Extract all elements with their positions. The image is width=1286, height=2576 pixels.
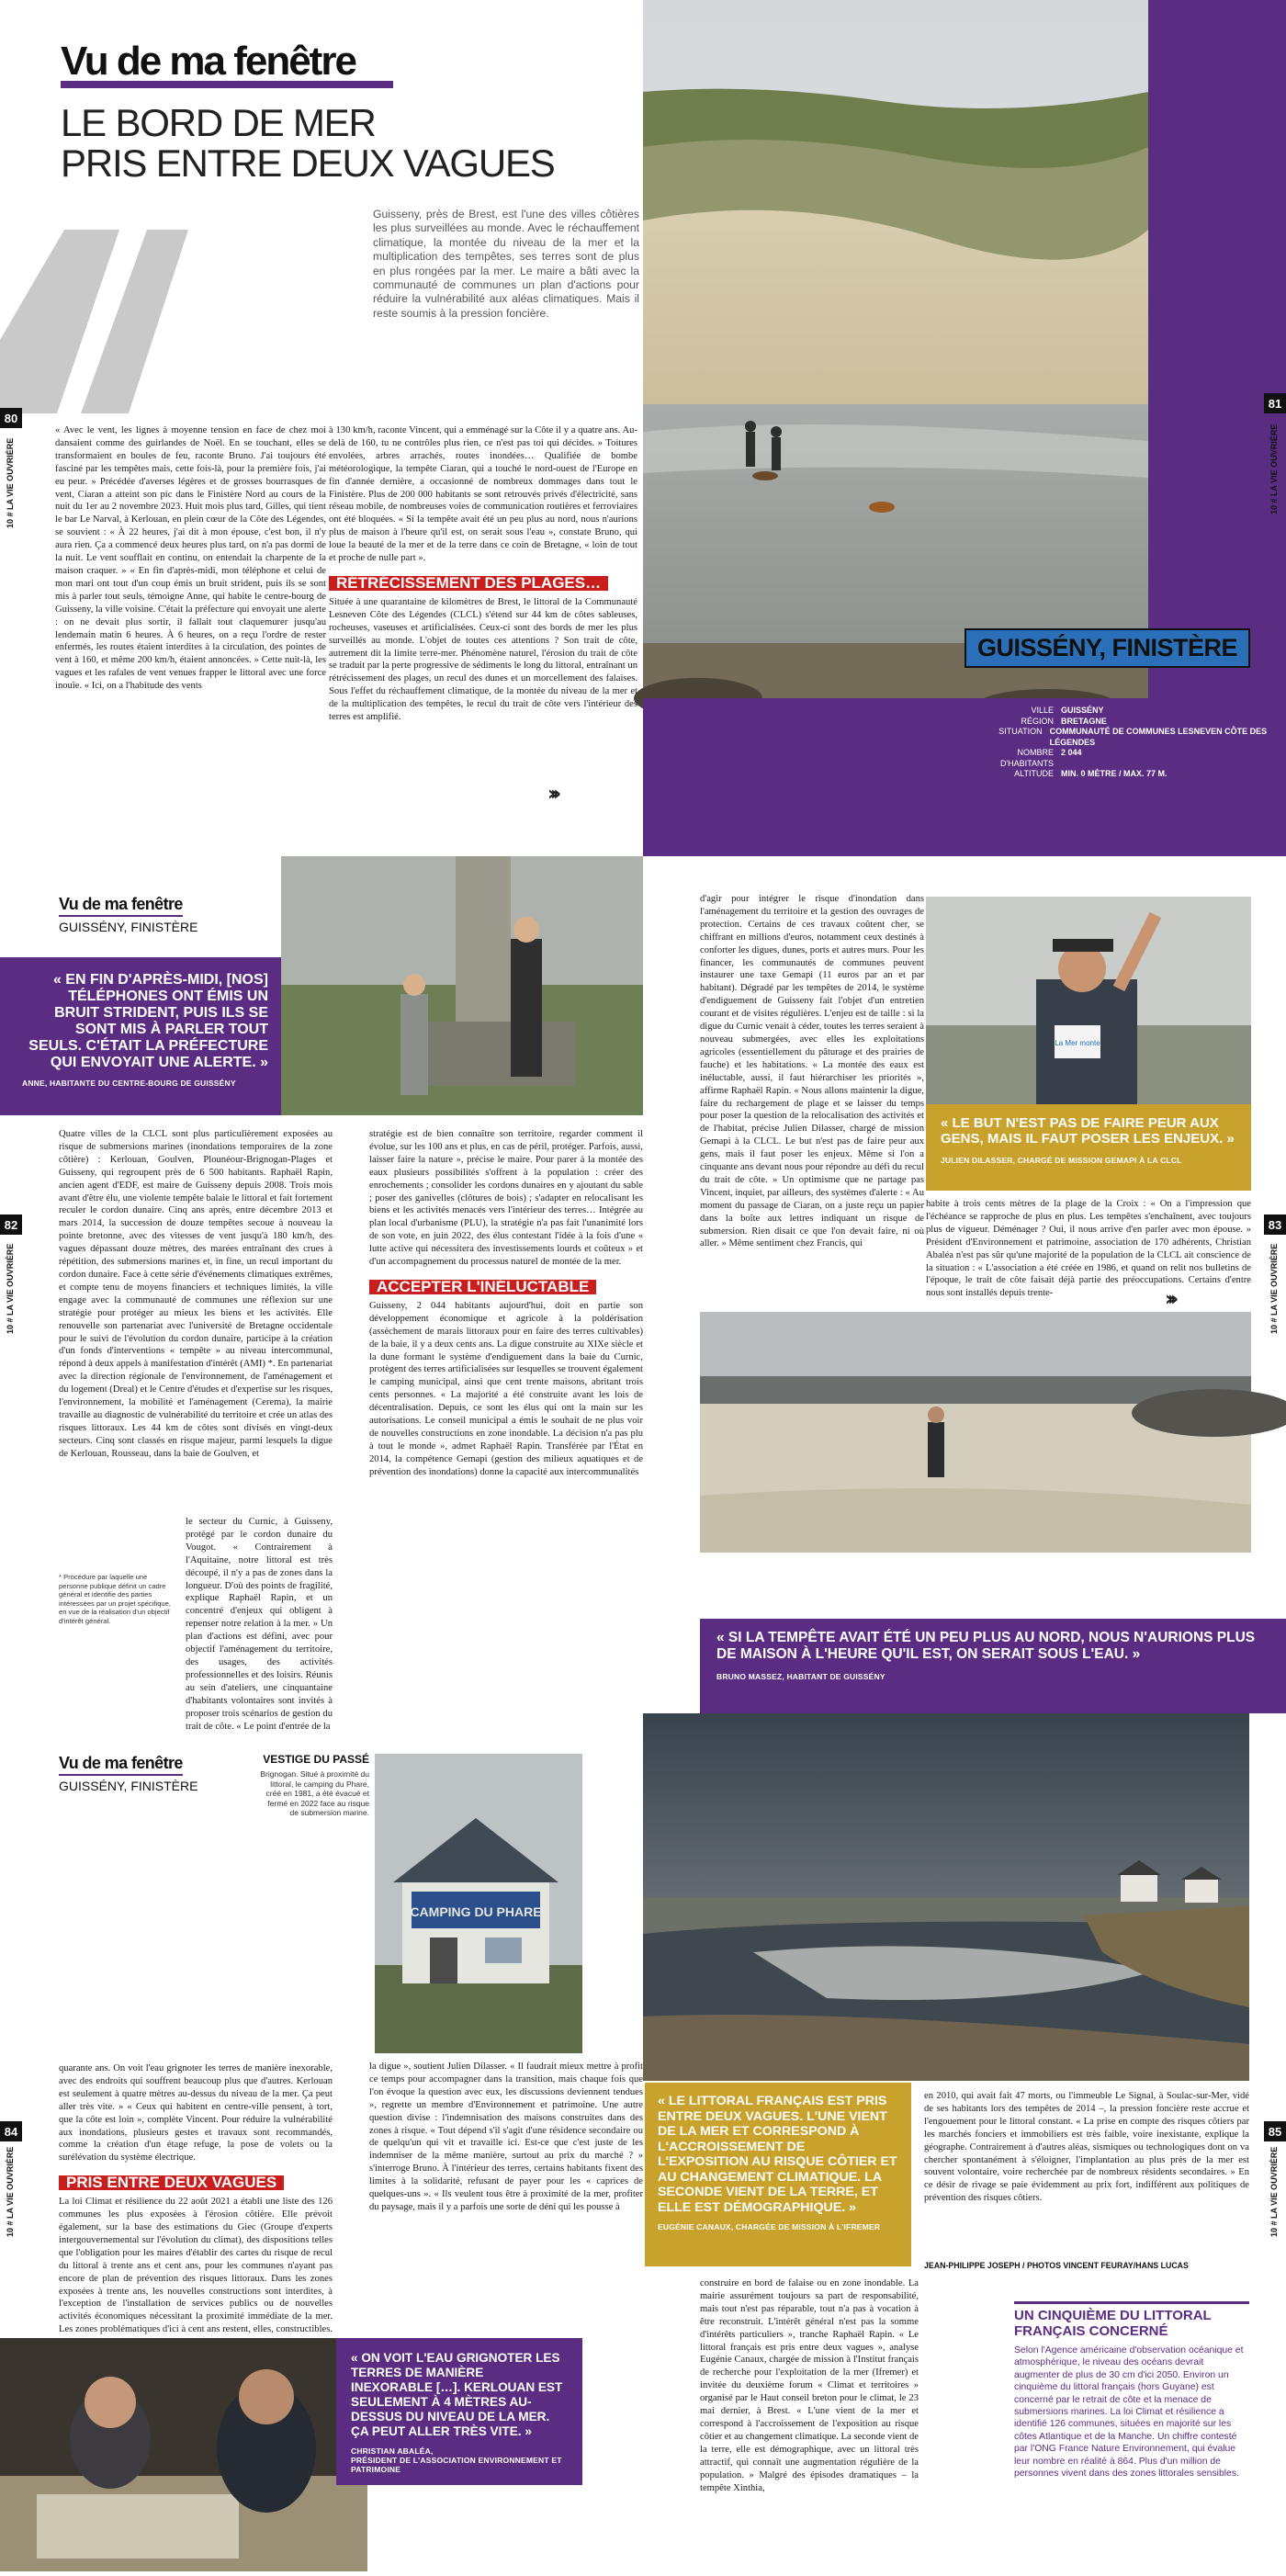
article-title <box>61 40 393 88</box>
text-column-2: le secteur du Curnic, à Guisseny, protégé par le cordon dunaire du Vougot. « Contrairement à l'Aquitaine, notre littoral est très découpé, il n'y a pas de zones dans la longueur. D'où des points de fragilité, explique Raphaël Rapin, et un concentré d'enjeux qui obligent à repenser notre relation à la mer. » Un plan d'actions est défini, avec pour objectif l'aménagement du territoire, des usages, des activités professionnelles et des loisirs. Réunis au sein d'ateliers, une cinquantaine d'habitants volontaires sont invités à proposer trois scénarios de gestion du trait de côte. « Le point d'entrée de la <box>186 1517 333 1732</box>
vertical-label-left: 10 # LA VIE OUVRIÈRE <box>6 2146 15 2237</box>
quote3-box <box>700 1619 1286 1713</box>
vestige-caption <box>259 1754 369 1818</box>
col1-para-b: La loi Climat et résilience du 22 août 2021 a établi une liste des 126 communes les plus exposées à l'érosion côtière. Elle prévoit également, sur la base des estimations du Giec (Groupe d'experts intergouvernemental sur l'évolution du climat), des dispositions telles que l'obligation pour les maires d'établir des cartes du risque de recul du littoral à trente ans et cent ans, pour les communes n'ayant pas encore de plan de prévention des risques littoraux. Dans les zones exposées à trente ans, les nouvelles constructions sont interdites, à l'exception de l'installation de services publics ou de nouvelles activités économiques nécessitant la proximité immédiate de la mer. Les zones problématiques d'ici à cent ans restent, elles, constructibles. <box>59 2197 333 2335</box>
quote1-text: « EN FIN D'APRÈS-MIDI, [NOS] TÉLÉPHONES ONT ÉMIS UN BRUIT STRIDENT, PUIS ILS SE SONT MIS À PARLER TOUT SEULS. C'ÉTAIT LA PRÉFECTURE QUI ENVOYAIT UNE ALERTE. » <box>28 972 268 1070</box>
col1-para-a: quarante ans. On voit l'eau grignoter les terres de manière inexorable, avec des endroits qui souffrent beaucoup plus que d'autres. Kerlouan est seulement à quatre mètres au-dessus du niveau de la mer. Ça peut aller très vite. » « Ceux qui habitent en centre-ville pensent, à tort, que la côte est loin », complète Vincent. Pour réduire la vulnérabilité aux inondations, plusieurs gestes et travaux sont recommandés, comme la création d'un étage refuge, la pose de volets ou la surélévation du système électrique. <box>59 2063 333 2164</box>
text-column-4: d'agir pour intégrer le risque d'inondation dans l'aménagement du territoire et la gestion des ouvrages de protection. Certains de ces travaux coûtent cher, se chiffrant en millions d'euros, notamment ceux destinés à conforter les digues, dunes, ports et autres murs. Pour les financer, les communautés de communes peuvent instaurer une taxe Gemapi (11 euros par an et par habitant). Dégradé par les tempêtes de 2014, le système d'endiguement de Guisseny fait l'objet d'un entretien courant et de visites régulières. L'enjeu est de taille : si la digue du Curnic venait à céder, toutes les terres seraient à nouveau submergées, avec elles les exploitations agricoles (essentiellement du pâturage et des prairies de fauche) et les habitations. « La montée des eaux est inéluctable, aussi, il faut hiérarchiser les priorités », affirme Raphaël Rapin. « Nous allons maintenir la digue, faire du rechargement de plage et se laisser du temps pour poser la question de la relocalisation des activités et de l'habitat, précise Julien Dilasser, chargé de mission Gemapi à la CLCL. Le but n'est pas de faire peur aux gens, mais il faut poser les enjeux. Même si l'on a cinquante ans devant nous pour répondre au défi du recul du trait de côte. » Un optimisme que ne partage pas Vincent, inquiet, par ailleurs, des systèmes d'alerte : « Au moment du passage de Ciaran, on a juste reçu un papier dans la boîte aux lettres indiquant un risque de submersion. Rien disait ce que l'on devait faire, ni où aller. » Même sentiment chez Francis, qui <box>700 894 924 1249</box>
rocky-shore-houses-image <box>643 1713 1249 2081</box>
headline-line1: LE BORD DE MER <box>61 101 376 144</box>
quote5-text: « ON VOIT L'EAU GRIGNOTER LES TERRES DE MANIÈRE INEXORABLE […]. KERLOUAN EST SEULEMENT À 4 MÈTRES AU-DESSUS DU NIVEAU DE LA MER. ÇA PEUT ALLER TRÈS VITE. » <box>351 2351 563 2438</box>
headline <box>61 103 555 184</box>
sign-text: La Mer monte <box>1055 1039 1100 1047</box>
next-arrows-icon: ››› <box>1165 1288 1174 1311</box>
quote-mark-icon <box>0 230 193 413</box>
col2-para-a: à 130 km/h, raconte Vincent, qui a emménagé sur la Côte il y a quatre ans. Au-delà de 160, tu ne contrôles plus rien, ce n'est pas toi qui décides. » Toitures envolées, arbres arrachés, routes inondées… Qualifiée de bombe météorologique, la tempête Ciaran, qui a touché le nord-ouest de l'Europe en fin d'année dernière, a occasionné de nombreux dommages dans tout le Finistère. Plus de 200 000 habitants se sont retrouvés privés d'électricité, sans réseau mobile, de nombreuses voies de communication routières et ferroviaires ont été bloquées. « Si la tempête avait été un peu plus au nord, nous n'aurions plus de maison à l'heure qu'il est, on serait sous l'eau », constate Bruno, qui loue la beauté de la mer et de la terre dans ce coin de Bretagne, « loin de tout et proche de nulle part ». <box>329 425 637 564</box>
col3-para-b: Guisseny, 2 044 habitants aujourd'hui, doit en partie son développement économique et agricole à la poldérisation (assèchement de marais littoraux pour en faire des terres cultivables) de la baie, il y a deux cents ans. La digue construite au XIXe siècle et la dune formant le système d'endiguement dans la baie du Curnic, protègent des terres artificialisées sur lesquelles se trouvent également le camping municipal, ainsi que cent trente maisons, abritant trois cents personnes. « La majorité a été construite avant les lois de décentralisation. Depuis, ce sont les élus qui ont la main sur les autorisations. Le conseil municipal a émis le souhait de ne plus voir de nouvelles constructions en zone inondable. La décision n'a pas plu à tout le monde », admet Raphaël Rapin. Transférée par l'État en 2014, la compétence Gemapi (gestion des milieux aquatiques et de prévention des inondations) donne la capacité aux intercommunalités <box>369 1300 643 1477</box>
mini-subtitle: GUISSÉNY, FINISTÈRE <box>59 1779 198 1793</box>
mini-title: Vu de ma fenêtre <box>59 895 183 917</box>
subhead-retrecissement: RÉTRÉCISSEMENT DES PLAGES… <box>329 576 608 591</box>
vertical-label-right: 10 # LA VIE OUVRIÈRE <box>1269 424 1279 514</box>
couple-at-monument-image <box>281 856 643 1115</box>
intro-paragraph: Guisseny, près de Brest, est l'une des villes côtières les plus surveillées au monde. Avec le réchauffement climatique, la montée du niveau de la mer et la multiplication des tempêtes, ses terres sont de plus en plus rongées par la mer. Le maire a bâti avec la communauté de communes un plan d'actions pour réduire la vulnérabilité aux aléas climatiques. Mais il reste soumis à la pression foncière. <box>373 208 639 320</box>
vertical-label-right: 10 # LA VIE OUVRIÈRE <box>1269 2146 1279 2237</box>
camping-photo <box>375 1754 582 2053</box>
vertical-label-left: 10 # LA VIE OUVRIÈRE <box>6 437 15 528</box>
col3-para-a: stratégie est de bien connaître son territoire, regarder comment il évolue, sur les 100 ans et plus, en cas de péril, protéger. Parfois, aussi, laisser faire la nature », précise le maire. Pour parer à la montée des eaux plusieurs possibilités s'offrent à la population : créer des enrochements ; consolider les cordons dunaires en y ajoutant du sable ; poser des ganivelles (clôtures de bois) ; s'adapter en relocalisant les biens et les activités menacés vers l'intérieur des terres… Intégrée au plan local d'urbanisme (PLU), la stratégie n'a pas fait l'unanimité lors de son vote, en juin 2022, des élus contestant l'idée à la fois d'une « lutte active qui nécessitera des investissements lourds et coûteux » et d'un accompagnement du processus naturel de montée de la mer. <box>369 1129 643 1268</box>
fact-value: MIN. 0 MÈTRE / MAX. 77 M. <box>1061 769 1168 778</box>
byline: JEAN-PHILIPPE JOSEPH / PHOTOS VINCENT FEURAY/HANS LUCAS <box>924 2261 1189 2270</box>
quote5-credit-role: PRÉSIDENT DE L'ASSOCIATION ENVIRONNEMENT ET PATRIMOINE <box>351 2456 562 2474</box>
rocky-coast-photo <box>643 1713 1249 2081</box>
fact-key: NOMBRE D'HABITANTS <box>999 748 1054 768</box>
quote1-box <box>0 957 281 1115</box>
quote2-text: « LE BUT N'EST PAS DE FAIRE PEUR AUX GENS, MAIS IL FAUT POSER LES ENJEUX. » <box>941 1115 1235 1147</box>
fact-value: 2 044 <box>1061 748 1082 757</box>
text-column-4: en 2010, qui avait fait 47 morts, ou l'immeuble Le Signal, à Soulac-sur-Mer, vidé de ses habitants lors des tempêtes de 2014 –, la pression foncière reste accrue et l'engouement pour le littoral constant. « La prise en compte des risques côtiers par les marchés fonciers et immobiliers est très faible, voire inexistante, explique la géographe. Contrairement à d'autres aléas, sismiques ou technologiques dont on va chercher spontanément à s'éloigner, l'implantation au plus près de la mer est souvent volontaire, voire recherchée par de nombreux résidents secondaires. » En ce désir de rivage se paie évidemment au prix fort, indifférent aux politiques de prévention des risques côtiers. <box>924 2091 1249 2204</box>
man-holding-sign-image <box>926 897 1251 1104</box>
text-column-5: habite à trois cents mètres de la plage de la Croix : « On a l'impression que l'échéance se rapproche de plus en plus. Les tempêtes s'enchaînent, avec toujours plus de vigueur. Déménager ? Oui, il nous arrive d'en parler avec mon épouse. » Président d'Environnement et patrimoine, association de 170 adhérents, Christian Abaléa n'est pas sûr qu'une majorité de la population de la CLCL ait conscience de la situation : « L'association a été créée en 1986, et quand on relit nos bulletins de l'époque, le trait de côte faisait déjà partie des préoccupations. Certains d'entre nous sont installés depuis trente- <box>926 1199 1251 1299</box>
two-men-photo <box>0 2338 367 2571</box>
vestige-title: VESTIGE DU PASSÉ <box>263 1753 369 1766</box>
quote3-text: « SI LA TEMPÊTE AVAIT ÉTÉ UN PEU PLUS AU NORD, NOUS N'AURIONS PLUS DE MAISON À L'HEURE QU'IL EST, ON SERAIT SOUS L'EAU. » <box>716 1630 1256 1662</box>
subhead-pris-entre: PRIS ENTRE DEUX VAGUES <box>59 2175 284 2190</box>
spread-pages-80-81 <box>0 0 1286 856</box>
men-reading-map-image <box>0 2338 367 2571</box>
quote4-box <box>645 2083 911 2266</box>
footnote: * Procédure par laquelle une personne publique définit un cadre général et identifie des parties intéressées par un projet spécifique, en vue de la réalisation d'un objectif d'intérêt général. <box>59 1573 171 1625</box>
mini-title: Vu de ma fenêtre <box>59 1754 183 1776</box>
place-banner: GUISSÉNY, FINISTÈRE <box>964 628 1250 668</box>
quote2-credit: JULIEN DILASSER, CHARGÉ DE MISSION GEMAPI À LA CLCL <box>941 1156 1182 1165</box>
page-number-83: 83 <box>1264 1215 1286 1235</box>
text-column-3: construire en bord de falaise ou en zone inondable. La mairie assurément toujours sa part de responsabilité, mais tout n'est pas réparable, tout n'a pas à vocation à être reconstruit. L'intérêt général n'est pas la somme d'intérêts particuliers », tranche Raphaël Rapin. « Le littoral français est pris entre deux vagues », analyse Eugénie Canaux, chargée de mission à l'Institut français de recherche pour l'exploitation de la mer (Ifremer) et invitée du deuxième forum « Climat et territoires » organisé par le Haut conseil breton pour le climat, le 23 mai dernier, à Brest. « L'une vient de la mer et correspond à l'accroissement de l'exposition au risque côtier et au changement climatique. La seconde vient de la terre, elle est démographique, avec un littoral très attractif, qui connaît une augmentation régulière de la population. » Malgré des épisodes dramatiques – la tempête Xinthia, <box>700 2278 919 2493</box>
page-number-82: 82 <box>0 1215 22 1235</box>
fact-key: VILLE <box>1031 706 1054 715</box>
text-column-2: la digue », soutient Julien Dilasser. « Il faudrait mieux mettre à profit ce temps pour accompagner dans la transition, mais chaque fois que l'on évoque la question avec eux, les discussions deviennent tendues », regrette un membre d'Environnement et patrimoine. Une autre question divise : l'indemnisation des maisons construites dans des zones à risque. « Tout dépend s'il s'agit d'une résidence secondaire ou de quelqu'un qui vit et travaille ici. Est-ce que c'est juste de les indemniser de la même manière, surtout au prix du marché ? » s'interroge Bruno. À l'intérieur des terres, certains habitants fixent des limites à la solidarité, refusant de payer pour les « caprices de quelques-uns ». « Ils veulent tous être à proximité de la mer, profiter du paysage, mais il y a parfois une sorte de déni qui les pousse à <box>369 2062 643 2212</box>
quote2-box <box>926 1104 1251 1191</box>
vertical-label-right: 10 # LA VIE OUVRIÈRE <box>1269 1243 1279 1334</box>
fact-value: COMMUNAUTÉ DE COMMUNES LESNEVEN CÔTE DES LÉGENDES <box>1049 727 1268 747</box>
subhead-accepter: ACCEPTER L'INÉLUCTABLE <box>369 1280 596 1294</box>
man-on-beach-image <box>700 1312 1251 1553</box>
fact-key: SITUATION <box>998 727 1043 736</box>
info-box-text: Selon l'Agence américaine d'observation océanique et atmosphérique, le niveau des océans devrait augmenter de plus de 30 cm d'ici 2050. Environ un cinquième du littoral français (hors Guyane) est concerné par le retrait de côte et la menace de submersions marines. La loi Climat et résilience a identifié 126 communes, situées en majorité sur les côtes Atlantique et de la Manche. Un chiffre contesté par l'ONG France Nature Environnement, qui évalue leur nombre en réalité à 864. Plus d'un million de personnes vivent dans des zones littorales sensibles. <box>1014 2345 1244 2480</box>
page-number-85: 85 <box>1264 2121 1286 2141</box>
beach-walker-photo <box>700 1312 1251 1553</box>
quote5-box <box>336 2338 582 2485</box>
page-number-81: 81 <box>1264 393 1286 413</box>
text-column-1: Quatre villes de la CLCL sont plus particulièrement exposées au risque de submersions marines (inondations temporaires de la zone côtière) : Kerlouan, Goulven, Plounéour-Brignogan-Plages et Guisseny, qui regroupent près de 6 500 habitants. Raphaël Rapin, ancien agent d'EDF, est maire de Guisseny depuis 2008. Trois mois avant d'être élu, une violente tempête balaie le littoral et fait fortement reculer le cordon dunaire. Cinq ans après, entre décembre 2013 et mars 2014, la succession de douze tempêtes secoue à nouveau la pointe bretonne, avec des vitesses de vent jusqu'à 180 km/h, des vagues dépassant douze mètres, des marées entraînant des crues à répétition, des submersions marines et, in fine, un recul important du cordon dunaire. Face à cette série d'événements climatiques extrêmes, et compte tenu de moyens financiers et techniques limités, la ville engage avec la communauté de communes une réflexion sur une stratégie pour protéger au mieux les biens et les activités. Elle renouvelle son partenariat avec l'université de Bretagne occidentale pour le suivi de l'évolution du cordon dunaire, participe à la création d'un fonds d'interventions « tempête » au niveau intercommunal, répond à deux appels à manifestation d'intérêt (AMI) *. En partenariat avec la direction régionale de l'environnement, de l'aménagement et du logement (Dreal) et le Centre d'études et d'expertise sur les risques, l'environnement, la mobilité et l'aménagement (Cerema), la mairie travaille au diagnostic de vulnérabilité du territoire et crée un atlas des risques littoraux. Les 44 km de côtes sont divisés en vingt-deux secteurs. Cinq sont classés en risque majeur, parmi lesquels la digue de Kerlouan, Rousseau, dans la baie de Goulven, et <box>59 1129 333 1459</box>
quote4-credit: EUGÉNIE CANAUX, CHARGÉE DE MISSION À L'IFREMER <box>658 2222 881 2231</box>
col2-para-b: Située à une quarantaine de kilomètres de Brest, le littoral de la Communauté Lesneven Côte des Légendes (CLCL) s'étend sur 44 km de côtes sableuses, rocheuses, vaseuses et artificialisées. Ceux-ci sont des bords de mer les plus surveillés au monde. L'objet de toutes ces attentions ? Son trait de côte, autrement dit la limite terre-mer. Phénomène naturel, l'érosion du trait de côte se traduit par la perte progressive de sédiments le long du littoral, entraînant un rétrécissement des plages, un recul des dunes et un morcellement des falaises. Sous l'effet du réchauffement climatique, de la montée du niveau de la mer et de la multiplication des tempêtes, le recul du trait de côte vers l'intérieur des terres est amplifié. <box>329 596 637 723</box>
info-box <box>1014 2301 1249 2568</box>
spread-pages-82-83 <box>0 856 1286 1732</box>
couple-photo <box>281 856 643 1115</box>
mini-subtitle: GUISSÉNY, FINISTÈRE <box>59 920 198 934</box>
fact-value: GUISSÉNY <box>1061 706 1104 715</box>
vertical-label-left: 10 # LA VIE OUVRIÈRE <box>6 1243 15 1334</box>
fact-key: ALTITUDE <box>1014 769 1054 778</box>
text-column-3 <box>369 1128 643 1689</box>
fact-value: BRETAGNE <box>1061 716 1107 726</box>
fact-key: RÉGION <box>1021 716 1054 726</box>
page-number-84: 84 <box>0 2121 22 2141</box>
page-number-80: 80 <box>0 408 22 428</box>
quote3-credit: BRUNO MASSEZ, HABITANT DE GUISSÉNY <box>716 1672 886 1681</box>
mini-header <box>59 1754 197 1793</box>
quote5-credit-name: CHRISTIAN ABALÉA, <box>351 2446 434 2456</box>
headline-line2: PRIS ENTRE DEUX VAGUES <box>61 141 555 185</box>
camping-sign-text: CAMPING DU PHARE <box>410 1904 542 1919</box>
quote1-credit: ANNE, HABITANTE DU CENTRE-BOURG DE GUISSÉNY <box>22 1079 236 1088</box>
fact-table <box>974 706 1277 780</box>
info-box-title: UN CINQUIÈME DU LITTORAL FRANÇAIS CONCERNÉ <box>1014 2301 1249 2339</box>
text-column-1: « Avec le vent, les lignes à moyenne tension en face de chez moi dansaient comme des guirlandes de Noël. En se touchant, elles se transformaient en boules de feu, raconte Bruno. J'ai toujours été fasciné par les tempêtes mais, cette fois-là, pour la première fois, j'ai eu peur. » Précédée d'averses légères et de grosses bourrasques de vent, Ciaran a atteint son pic dans le Finistère Nord au cours de la nuit du 1er au 2 novembre 2023. Huit mois plus tard, Gilles, qui tient le bar Le Narval, à Kerlouan, en plein cœur de la Côte des Légendes, se souvient : « À 22 heures, j'ai dit à mon épouse, c'est bon, il n'y aura rien. Ça a commencé deux heures plus tard, on n'a pas dormi de la nuit. Le vent soufflait en continu, on entendait la charpente de la maison craquer. » « En fin d'après-midi, mon téléphone et celui de mon mari ont tout d'un coup émis un bruit strident, puis ils se sont mis à parler tout seuls, témoigne Anne, qui habite le centre-bourg de Guisseny, la ville voisine. C'était la préfecture qui envoyait une alerte : on ne devait plus sortir, il fallait tout claquemurer jusqu'au lendemain matin 6 heures. À 6 heures, on a reçu l'ordre de rester enfermés, les routes étaient interdites à la circulation, des pointes de vent à 160, et même 200 km/h, étaient annoncées. » Cette nuit-là, les vagues et les rafales de vent venues frapper le littoral avec une force inouïe. « Ici, on a l'habitude des vents <box>55 425 326 692</box>
big-quote-mark <box>0 230 193 413</box>
abandoned-camping-building-image <box>375 1754 582 2053</box>
mini-header <box>59 895 197 934</box>
quote4-text: « LE LITTORAL FRANÇAIS EST PRIS ENTRE DEUX VAGUES. L'UNE VIENT DE LA MER ET CORRESPOND À L'ACCROISSEMENT DE L'EXPOSITION AU RISQUE CÔTIER ET AU CHANGEMENT CLIMATIQUE. LA SECONDE VIENT DE LA TERRE, ET ELLE EST DÉMOGRAPHIQUE. » <box>658 2094 897 2215</box>
vestige-text: Brignogan. Situé à proximité du littoral, le camping du Phare, créé en 1981, a été évacué et fermé en 2022 face au risque de submersion marine. <box>260 1769 369 1817</box>
spread-pages-84-85 <box>0 1713 1286 2571</box>
julien-photo <box>926 897 1251 1104</box>
text-column-2 <box>329 424 637 779</box>
title-text: Vu de ma fenêtre <box>61 39 355 84</box>
next-arrows-icon: ››› <box>547 783 557 806</box>
